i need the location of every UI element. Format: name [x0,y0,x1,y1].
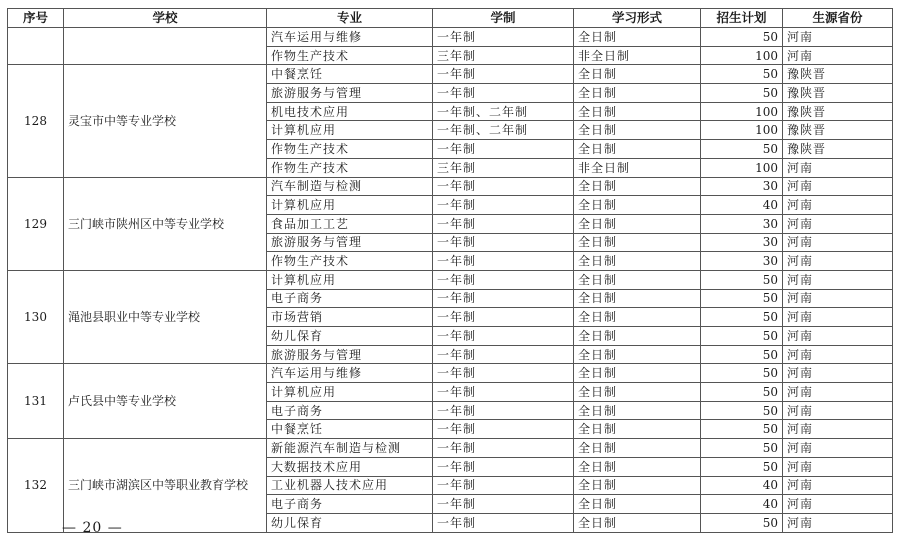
major-cell: 汽车运用与维修 [267,364,433,383]
study-mode-cell: 全日制 [574,140,701,159]
source-province-cell: 豫陕晋 [783,102,893,121]
table-body [8,28,893,533]
source-province-cell: 河南 [783,177,893,196]
enrollment-plan-cell: 40 [701,495,783,514]
source-province-cell: 河南 [783,252,893,271]
table-row [8,439,893,458]
header-major: 专业 [267,9,433,28]
school-name-cell: 灵宝市中等专业学校 [64,65,267,177]
source-province-cell: 豫陕晋 [783,121,893,140]
duration-cell: 一年制、二年制 [433,121,574,140]
duration-cell: 一年制 [433,270,574,289]
source-province-cell: 河南 [783,476,893,495]
school-name-cell: 卢氏县中等专业学校 [64,364,267,439]
study-mode-cell: 全日制 [574,28,701,47]
major-cell: 计算机应用 [267,196,433,215]
header-school: 学校 [64,9,267,28]
duration-cell: 一年制 [433,289,574,308]
major-cell: 工业机器人技术应用 [267,476,433,495]
source-province-cell: 河南 [783,270,893,289]
duration-cell: 一年制 [433,495,574,514]
major-cell: 作物生产技术 [267,158,433,177]
source-province-cell: 河南 [783,495,893,514]
school-name-cell: 渑池县职业中等专业学校 [64,270,267,363]
study-mode-cell: 全日制 [574,233,701,252]
study-mode-cell: 全日制 [574,345,701,364]
enrollment-plan-cell: 100 [701,46,783,65]
study-mode-cell: 全日制 [574,457,701,476]
major-cell: 作物生产技术 [267,46,433,65]
duration-cell: 一年制 [433,196,574,215]
enrollment-plan-cell: 30 [701,177,783,196]
major-cell: 旅游服务与管理 [267,233,433,252]
duration-cell: 一年制 [433,513,574,532]
enrollment-plan-cell: 50 [701,364,783,383]
study-mode-cell: 全日制 [574,252,701,271]
enrollment-plan-cell: 50 [701,308,783,327]
study-mode-cell: 全日制 [574,327,701,346]
school-name-cell [64,28,267,65]
major-cell: 汽车制造与检测 [267,177,433,196]
study-mode-cell: 全日制 [574,401,701,420]
duration-cell: 一年制 [433,457,574,476]
source-province-cell: 豫陕晋 [783,140,893,159]
enrollment-plan-cell: 50 [701,270,783,289]
major-cell: 计算机应用 [267,121,433,140]
duration-cell: 一年制 [433,401,574,420]
major-cell: 作物生产技术 [267,252,433,271]
study-mode-cell: 全日制 [574,495,701,514]
duration-cell: 一年制 [433,177,574,196]
enrollment-plan-cell: 100 [701,121,783,140]
source-province-cell: 河南 [783,345,893,364]
enrollment-plan-cell: 50 [701,65,783,84]
enrollment-plan-cell: 50 [701,420,783,439]
source-province-cell: 河南 [783,214,893,233]
duration-cell: 一年制 [433,364,574,383]
enrollment-plan-cell: 40 [701,476,783,495]
source-province-cell: 河南 [783,401,893,420]
enrollment-plan-cell: 50 [701,439,783,458]
enrollment-plan-cell: 30 [701,214,783,233]
enrollment-plan-cell: 50 [701,513,783,532]
duration-cell: 一年制、二年制 [433,102,574,121]
source-province-cell: 河南 [783,28,893,47]
source-province-cell: 河南 [783,158,893,177]
duration-cell: 一年制 [433,308,574,327]
enrollment-plan-cell: 50 [701,327,783,346]
table-row [8,270,893,289]
source-province-cell: 豫陕晋 [783,84,893,103]
enrollment-plan-cell: 30 [701,233,783,252]
enrollment-plan-cell: 40 [701,196,783,215]
major-cell: 中餐烹饪 [267,420,433,439]
source-province-cell: 河南 [783,327,893,346]
enrollment-plan-cell: 50 [701,345,783,364]
source-province-cell: 河南 [783,383,893,402]
duration-cell: 一年制 [433,28,574,47]
study-mode-cell: 全日制 [574,513,701,532]
duration-cell: 一年制 [433,252,574,271]
duration-cell: 一年制 [433,84,574,103]
study-mode-cell: 全日制 [574,364,701,383]
header-source-province: 生源省份 [783,9,893,28]
source-province-cell: 河南 [783,420,893,439]
major-cell: 机电技术应用 [267,102,433,121]
serial-number-cell: 131 [8,364,64,439]
enrollment-plan-cell: 50 [701,140,783,159]
header-enrollment-plan: 招生计划 [701,9,783,28]
duration-cell: 一年制 [433,420,574,439]
table-header-row [8,9,893,28]
source-province-cell: 河南 [783,289,893,308]
duration-cell: 一年制 [433,214,574,233]
major-cell: 中餐烹饪 [267,65,433,84]
school-name-cell: 三门峡市陕州区中等专业学校 [64,177,267,270]
table-row [8,65,893,84]
duration-cell: 三年制 [433,158,574,177]
source-province-cell: 河南 [783,308,893,327]
serial-number-cell: 128 [8,65,64,177]
study-mode-cell: 全日制 [574,439,701,458]
duration-cell: 一年制 [433,439,574,458]
study-mode-cell: 全日制 [574,65,701,84]
study-mode-cell: 全日制 [574,102,701,121]
major-cell: 汽车运用与维修 [267,28,433,47]
source-province-cell: 河南 [783,364,893,383]
enrollment-plan-cell: 100 [701,102,783,121]
duration-cell: 一年制 [433,383,574,402]
study-mode-cell: 全日制 [574,196,701,215]
study-mode-cell: 全日制 [574,289,701,308]
study-mode-cell: 全日制 [574,214,701,233]
major-cell: 计算机应用 [267,270,433,289]
enrollment-table [7,8,893,533]
major-cell: 计算机应用 [267,383,433,402]
major-cell: 旅游服务与管理 [267,345,433,364]
study-mode-cell: 全日制 [574,84,701,103]
enrollment-plan-cell: 30 [701,252,783,271]
study-mode-cell: 全日制 [574,121,701,140]
source-province-cell: 河南 [783,439,893,458]
study-mode-cell: 全日制 [574,383,701,402]
serial-number-cell: 130 [8,270,64,363]
enrollment-plan-cell: 50 [701,84,783,103]
serial-number-cell: 129 [8,177,64,270]
major-cell: 食品加工工艺 [267,214,433,233]
study-mode-cell: 全日制 [574,270,701,289]
study-mode-cell: 全日制 [574,308,701,327]
school-name-cell: 三门峡市湖滨区中等职业教育学校 [64,439,267,532]
major-cell: 旅游服务与管理 [267,84,433,103]
study-mode-cell: 非全日制 [574,46,701,65]
duration-cell: 一年制 [433,327,574,346]
source-province-cell: 河南 [783,196,893,215]
enrollment-plan-cell: 50 [701,401,783,420]
source-province-cell: 河南 [783,233,893,252]
serial-number-cell [8,28,64,65]
duration-cell: 一年制 [433,233,574,252]
source-province-cell: 豫陕晋 [783,65,893,84]
duration-cell: 一年制 [433,345,574,364]
header-duration: 学制 [433,9,574,28]
study-mode-cell: 全日制 [574,476,701,495]
major-cell: 幼儿保育 [267,513,433,532]
table-row [8,177,893,196]
major-cell: 作物生产技术 [267,140,433,159]
duration-cell: 一年制 [433,140,574,159]
major-cell: 市场营销 [267,308,433,327]
study-mode-cell: 全日制 [574,177,701,196]
table-row [8,364,893,383]
enrollment-plan-cell: 50 [701,289,783,308]
duration-cell: 一年制 [433,476,574,495]
study-mode-cell: 非全日制 [574,158,701,177]
table-row [8,28,893,47]
major-cell: 电子商务 [267,289,433,308]
serial-number-cell: 132 [8,439,64,532]
source-province-cell: 河南 [783,513,893,532]
major-cell: 电子商务 [267,401,433,420]
source-province-cell: 河南 [783,457,893,476]
duration-cell: 一年制 [433,65,574,84]
major-cell: 新能源汽车制造与检测 [267,439,433,458]
enrollment-plan-cell: 50 [701,383,783,402]
header-serial: 序号 [8,9,64,28]
duration-cell: 三年制 [433,46,574,65]
major-cell: 大数据技术应用 [267,457,433,476]
enrollment-plan-cell: 100 [701,158,783,177]
major-cell: 电子商务 [267,495,433,514]
major-cell: 幼儿保育 [267,327,433,346]
enrollment-plan-cell: 50 [701,28,783,47]
page-number: — 20 — [62,520,123,536]
header-study-mode: 学习形式 [574,9,701,28]
study-mode-cell: 全日制 [574,420,701,439]
source-province-cell: 河南 [783,46,893,65]
enrollment-plan-cell: 50 [701,457,783,476]
